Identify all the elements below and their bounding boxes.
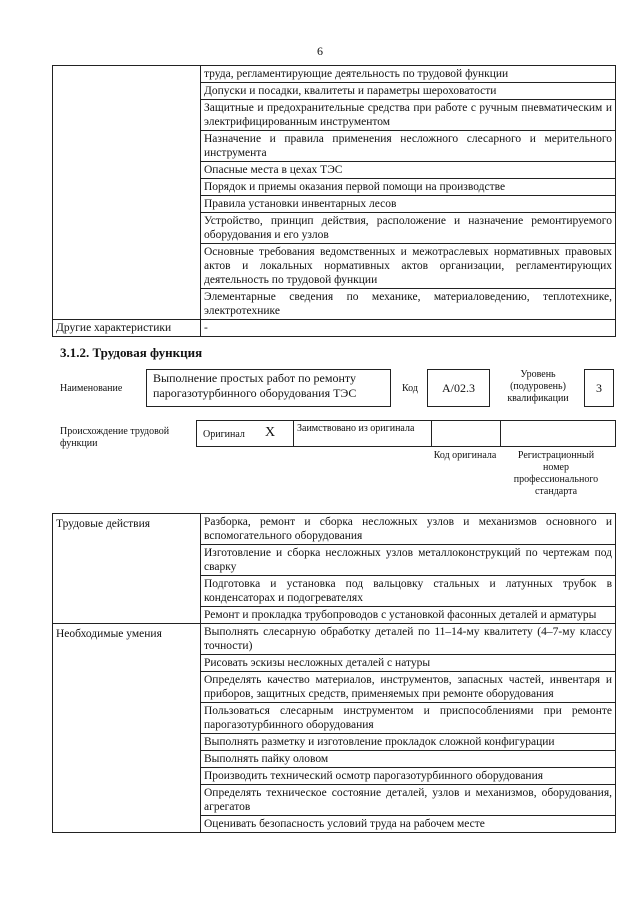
code-label: Код [402,383,418,394]
skills-label: Необходимые умения [53,624,201,833]
function-name-box [146,369,391,407]
function-name-value: Выполнение простых работ по ремонту парогазотурбинного оборудования ТЭС [153,371,357,400]
reg-number-caption: Регистрационный номер профессионального стандарта [513,450,599,497]
skill-item: Выполнять слесарную обработку деталей по 11–14-му квалитету (4–7-му классу точности) [201,624,616,655]
knowledge-item: Устройство, принцип действия, расположение и назначение ремонтируемого оборудования и его узлов [201,213,616,244]
origin-row [196,420,616,447]
divider [500,421,501,446]
knowledge-item: Правила установки инвентарных лесов [201,196,616,213]
action-item: Разборка, ремонт и сборка несложных узлов и механизмов основного и вспомогательного оборудования [201,514,616,545]
skill-item: Пользоваться слесарным инструментом и приспособлениями при ремонте парогазотурбинного оборудования [201,703,616,734]
section-title: 3.1.2. Трудовая функция [60,345,203,360]
knowledge-item: Порядок и приемы оказания первой помощи на производстве [201,179,616,196]
original-label: Оригинал [203,429,245,440]
other-characteristics-label: Другие характеристики [53,320,201,337]
actions-label: Трудовые действия [53,514,201,624]
skill-item: Определять качество материалов, инструментов, запасных частей, инвентаря и приборов, защитных средств, применяемых при ремонте оборудования [201,672,616,703]
borrowed-label: Заимствовано из оригинала [297,423,415,434]
origin-label: Происхождение трудовой функции [60,426,170,449]
other-characteristics-value: - [201,320,616,337]
knowledge-item: Допуски и посадки, квалитеты и параметры шероховатости [201,83,616,100]
function-details-table [52,513,616,833]
knowledge-item: Назначение и правила применения несложного слесарного и мерительного инструмента [201,131,616,162]
divider [431,421,432,446]
skill-item: Выполнять пайку оловом [201,751,616,768]
knowledge-item: Элементарные сведения по механике, материаловедению, теплотехнике, электротехнике [201,289,616,320]
knowledge-table [52,65,616,337]
code-value: A/02.3 [442,381,475,395]
knowledge-item: Защитные и предохранительные средства при работе с ручным пневматическим и электрифицированным инструментом [201,100,616,131]
level-value: 3 [596,381,602,395]
action-item: Изготовление и сборка несложных узлов металлоконструкций по чертежам под сварку [201,545,616,576]
code-box [427,369,490,407]
knowledge-item: труда, регламентирующие деятельность по трудовой функции [201,66,616,83]
level-label: Уровень (подуровень) квалификации [507,369,569,404]
skill-item: Оценивать безопасность условий труда на рабочем месте [201,816,616,833]
skill-item: Выполнять разметку и изготовление прокладок сложной конфигурации [201,734,616,751]
name-label: Наименование [60,383,123,394]
knowledge-label-cell [53,66,201,320]
page-number: 6 [317,44,323,58]
skill-item: Рисовать эскизы несложных деталей с натуры [201,655,616,672]
skill-item: Определять техническое состояние деталей, узлов и механизмов, оборудования, агрегатов [201,785,616,816]
original-mark: X [265,425,276,440]
action-item: Подготовка и установка под вальцовку стальных и латунных трубок в конденсаторах и подогревателях [201,576,616,607]
knowledge-item: Опасные места в цехах ТЭС [201,162,616,179]
knowledge-item: Основные требования ведомственных и межотраслевых нормативных правовых актов и локальных нормативных актов организации, регламентирующих деятельность по трудовой функции [201,244,616,289]
divider [293,421,294,446]
level-box [584,369,614,407]
skill-item: Производить технический осмотр парогазотурбинного оборудования [201,768,616,785]
action-item: Ремонт и прокладка трубопроводов с установкой фасонных деталей и арматуры [201,607,616,624]
code-origin-caption: Код оригинала [433,450,497,461]
